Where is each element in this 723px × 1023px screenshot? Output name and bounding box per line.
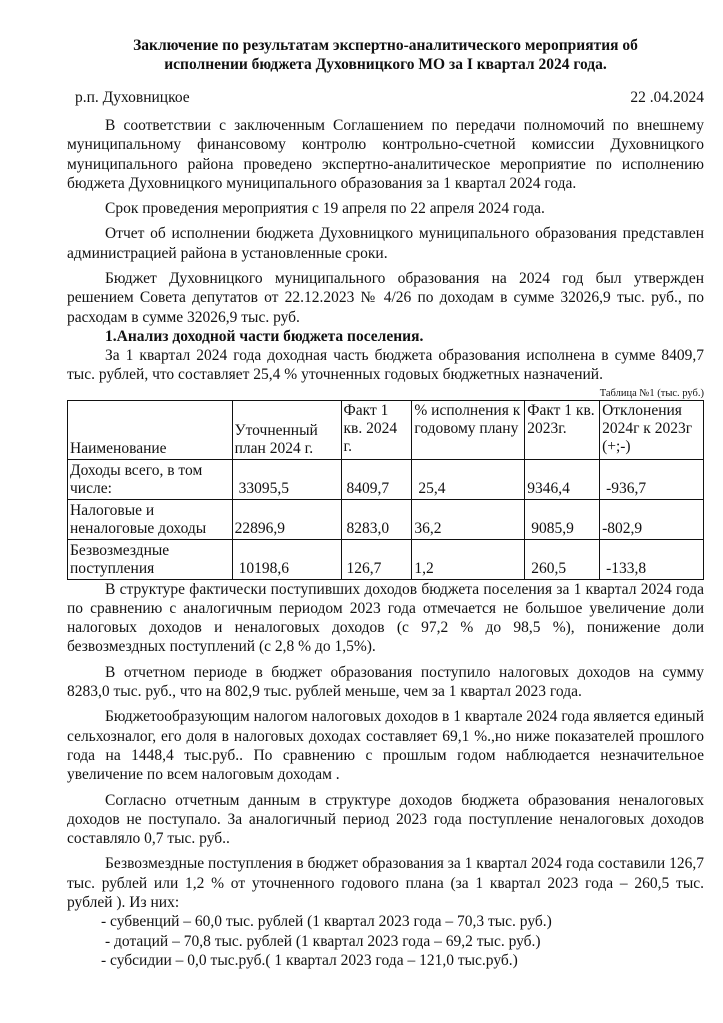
- paragraph-tax-revenue: В отчетном периоде в бюджет образования поступило налоговых доходов на сумму 8283,0 тыс. руб., что на 802,9 тыс. рублей меньше, чем за 1 квартал 2023 года.: [67, 663, 704, 701]
- cell-plan: 22896,9: [232, 499, 341, 539]
- header-plan: Уточненный план 2024 г.: [232, 400, 341, 459]
- table-row: [68, 499, 704, 539]
- paragraph-agreement: В соответствии с заключенным Соглашением по передачи полномочий по внешнему муниципальному финансовому контролю контрольно-счетной комиссии Духовницкого муниципального района проведено экспертно-аналитическое мероприятие по исполнению бюджета Духовницкого муниципального образования за 1 квартал 2024 года.: [67, 117, 704, 192]
- cell-percent: 25,4: [412, 459, 525, 499]
- list-item-subsidies: - субсидии – 0,0 тыс.руб.( 1 квартал 2023 года – 121,0 тыс.руб.): [101, 951, 518, 969]
- table-caption: Таблица №1 (тыс. руб.): [599, 387, 704, 399]
- intro-section: [67, 116, 704, 327]
- section-heading: 1.Анализ доходной части бюджета поселения.: [105, 327, 424, 345]
- cell-fact-2023: 260,5: [525, 539, 600, 579]
- cell-plan: 33095,5: [232, 459, 341, 499]
- cell-fact-2024: 8283,0: [341, 499, 412, 539]
- place-date-row: [67, 88, 704, 107]
- cell-percent: 36,2: [412, 499, 525, 539]
- grants-list: [67, 912, 704, 970]
- cell-name: Безвозмездные поступления: [68, 539, 233, 579]
- header-fact-2024: Факт 1 кв. 2024 г.: [341, 400, 412, 459]
- document-title-line1: Заключение по результатам экспертно-аналитического мероприятия об: [133, 37, 638, 54]
- cell-percent: 1,2: [412, 539, 525, 579]
- paragraph-report: Отчет об исполнении бюджета Духовницкого муниципального образования представлен администрацией района в установленные сроки.: [67, 225, 704, 262]
- paragraph-period: Срок проведения мероприятия с 19 апреля по 22 апреля 2024 года.: [105, 200, 545, 218]
- document-page: [67, 36, 704, 970]
- analysis-section: [67, 580, 704, 913]
- cell-fact-2023: 9346,4: [525, 459, 600, 499]
- list-item-subventions: - субвенций – 60,0 тыс. рублей (1 квартал 2023 года – 70,3 тыс. руб.): [101, 913, 552, 931]
- paragraph-agricultural-tax: Бюджетообразующим налогом налоговых доходов в 1 квартале 2024 года является единый сельхозналог, его доля в налоговых доходах составляет 69,1 %.,но ниже показателей прошлого года на 1448,4 тыс.руб.. По сравнению с прошлым годом наблюдается незначительное увеличение по всем налоговым доходам .: [67, 708, 704, 784]
- header-fact-2023: Факт 1 кв. 2023г.: [525, 400, 600, 459]
- table-row: [68, 539, 704, 579]
- table-header-row: [68, 400, 704, 459]
- list-item-subsidies-dotations: - дотаций – 70,8 тыс. рублей (1 квартал 2023 года – 69,2 тыс. руб.): [105, 932, 541, 950]
- header-name: Наименование: [68, 400, 233, 459]
- cell-fact-2024: 126,7: [341, 539, 412, 579]
- header-deviation: Отклонения 2024г к 2023г (+;-): [600, 400, 704, 459]
- cell-deviation: -936,7: [600, 459, 704, 499]
- paragraph-grants: Безвозмездные поступления в бюджет образования за 1 квартал 2024 года составили 126,7 тыс. рублей или 1,2 % от уточненного годового плана (за 1 квартал 2023 года – 260,5 тыс. рублей ). Из них:: [67, 855, 704, 912]
- cell-deviation: -802,9: [600, 499, 704, 539]
- paragraph-non-tax: Согласно отчетным данным в структуре доходов бюджета образования неналоговых доходов не поступало. За аналогичный период 2023 года поступление неналоговых доходов составляло 0,7 тыс. руб..: [67, 791, 704, 848]
- cell-deviation: -133,8: [600, 539, 704, 579]
- document-title-line2: исполнении бюджета Духовницкого МО за I квартал 2024 года.: [164, 56, 607, 73]
- revenue-table: [67, 400, 704, 580]
- cell-name: Налоговые и неналоговые доходы: [68, 499, 233, 539]
- cell-name: Доходы всего, в том числе:: [68, 459, 233, 499]
- table-row: [68, 459, 704, 499]
- header-percent: % исполнения к годовому плану: [412, 400, 525, 459]
- paragraph-structure: В структуре фактически поступивших доходов бюджета поселения за 1 квартал 2024 года по сравнению с аналогичным периодом 2023 года отмечается не большое увеличение доли налоговых доходов и неналоговых доходов (с 97,2 % до 98,5 %), понижение доли безвозмездных поступлений (с 2,8 % до 1,5%).: [67, 580, 704, 656]
- cell-fact-2023: 9085,9: [525, 499, 600, 539]
- paragraph-budget-approval: Бюджет Духовницкого муниципального образования на 2024 год был утвержден решением Совета депутатов от 22.12.2023 № 4/26 по доходам в сумме 32026,9 тыс. руб., по расходам в сумме 32026,9 тыс. руб.: [67, 270, 704, 326]
- document-date: 22 .04.2024: [630, 89, 704, 106]
- place: р.п. Духовницкое: [75, 89, 190, 106]
- cell-plan: 10198,6: [232, 539, 341, 579]
- cell-fact-2024: 8409,7: [341, 459, 412, 499]
- section-intro: За 1 квартал 2024 года доходная часть бюджета образования исполнена в сумме 8409,7 тыс. рублей, что составляет 25,4 % уточненных годовых бюджетных назначений.: [67, 346, 704, 384]
